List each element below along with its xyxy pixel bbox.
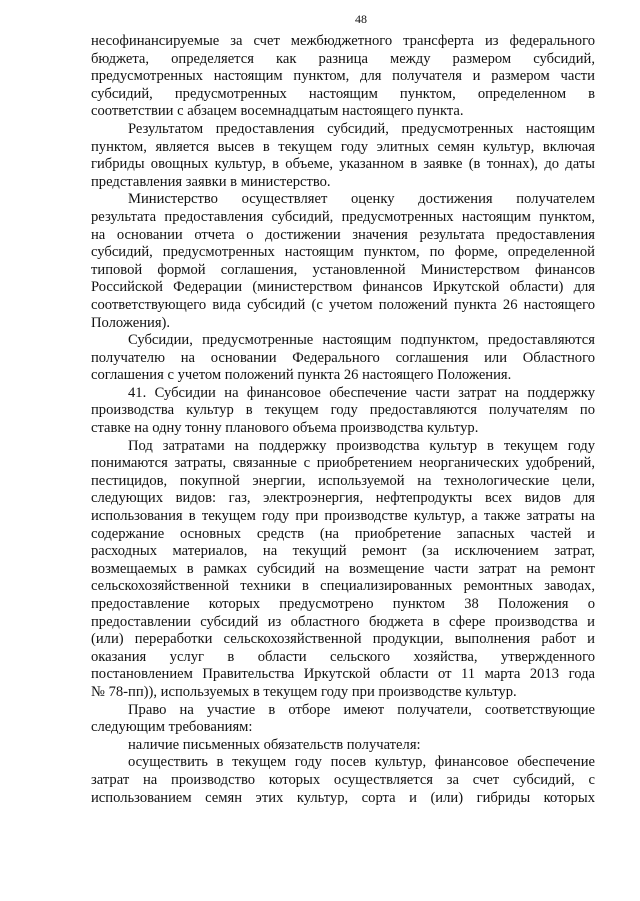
page-number: 48 — [355, 12, 367, 26]
paragraph — [91, 438, 595, 702]
text-line: Субсидии, предусмотренные настоящим подпунктом, предоставляются — [128, 332, 595, 349]
text-line: пестицидов, покупной энергии, используемой на технологические цели, — [91, 472, 595, 489]
text-line: предусмотренных настоящим пунктом, для получателя и размером части — [91, 68, 595, 85]
text-line: бюджета, определяется как разница между размером субсидий, — [91, 50, 595, 67]
text-line: использованием семян этих культур, сорта и (или) гибриды которых — [91, 789, 595, 806]
text-line: осуществить в текущем году посев культур, финансовое обеспечение — [128, 754, 595, 771]
text-line: субсидий, предусмотренных настоящим пунктом, определенном в — [91, 85, 595, 102]
text-line: соглашения с учетом положений пункта 26 настоящего Положения. — [91, 367, 512, 384]
text-line: производства культур в текущем году предоставляются получателям по — [91, 402, 595, 419]
text-line: возмещаемых в рамках субсидий на возмещение части затрат на ремонт — [91, 560, 595, 577]
text-line: наличие письменных обязательств получателя: — [128, 736, 421, 753]
text-line: соответствии с абзацем восемнадцатым настоящего пункта. — [91, 103, 464, 120]
paragraph — [91, 385, 595, 438]
text-line: Под затратами на поддержку производства культур в текущем году — [128, 437, 595, 454]
paragraph — [91, 332, 595, 385]
text-line: предоставление которых предусмотрено пунктом 38 Положения о — [91, 596, 595, 612]
text-line: результата предоставления субсидий, предусмотренных настоящим пунктом, — [91, 208, 595, 225]
text-line: следующим требованиям: — [91, 719, 253, 736]
text-line: ставке на одну тонну планового объема производства культур. — [91, 420, 479, 437]
text-line: предоставлении субсидий из областного бюджета в сфере производства и — [91, 613, 595, 630]
text-line: затрат на производство которых осуществляется за счет субсидий, с — [91, 771, 595, 788]
paragraph — [91, 33, 595, 121]
paragraph — [91, 702, 595, 737]
text-line: оказания услуг в области сельского хозяйства, утвержденного — [91, 648, 595, 665]
text-line: расходных материалов, на текущий ремонт (за исключением затрат, — [91, 543, 595, 560]
text-line: на основании отчета о достижении значения результата предоставления — [91, 226, 595, 243]
text-line: Положения). — [91, 314, 171, 331]
text-line: Результатом предоставления субсидий, предусмотренных настоящим — [128, 120, 595, 137]
text-line: постановлением Правительства Иркутской области от 11 марта 2013 года — [91, 666, 595, 683]
paragraph — [91, 754, 595, 807]
document-body — [91, 33, 595, 807]
paragraph — [91, 737, 595, 755]
paragraph — [91, 191, 595, 332]
text-line: 41. Субсидии на финансовое обеспечение части затрат на поддержку — [128, 384, 595, 401]
text-line: содержание основных средств (на приобретение запасных частей и — [91, 525, 595, 542]
text-line: Российской Федерации (министерством финансов Иркутской области) для — [91, 279, 595, 296]
text-line: пунктом, является высев в текущем году элитных семян культур, включая — [91, 138, 595, 155]
text-line: соответствующего вида субсидий (с учетом положений пункта 26 настоящего — [91, 296, 595, 313]
text-line: гибриды овощных культур, в объеме, указанном в заявке (в тоннах), до даты — [91, 156, 595, 173]
text-line: Право на участие в отборе имеют получатели, соответствующие — [128, 701, 595, 718]
text-line: понимаются затраты, связанные с приобретением неорганических удобрений, — [91, 455, 595, 472]
text-line: Министерство осуществляет оценку достижения получателем — [128, 191, 595, 208]
text-line: получателю на основании Федерального соглашения или Областного — [91, 349, 595, 366]
text-line: № 78-пп)), используемых в текущем году при производстве культур. — [91, 683, 517, 700]
paragraph — [91, 121, 595, 191]
text-line: (или) переработки сельскохозяйственной продукции, выполнения работ и — [91, 631, 595, 648]
text-line: использования в текущем году при производстве культур, а также затраты на — [91, 508, 595, 525]
text-line: типовой формой соглашения, установленной Министерством финансов — [91, 261, 595, 278]
text-line: несофинансируемые за счет межбюджетного трансферта из федерального — [91, 33, 595, 49]
text-line: сельскохозяйственной техники в специализированных ремонтных заводах, — [91, 578, 595, 595]
text-line: следующих видов: газ, электроэнергия, нефтепродукты всех видов для — [91, 490, 595, 507]
text-line: представления заявки в министерство. — [91, 173, 331, 190]
text-line: субсидий, предусмотренных настоящим пунктом, по форме, определенной — [91, 244, 595, 261]
